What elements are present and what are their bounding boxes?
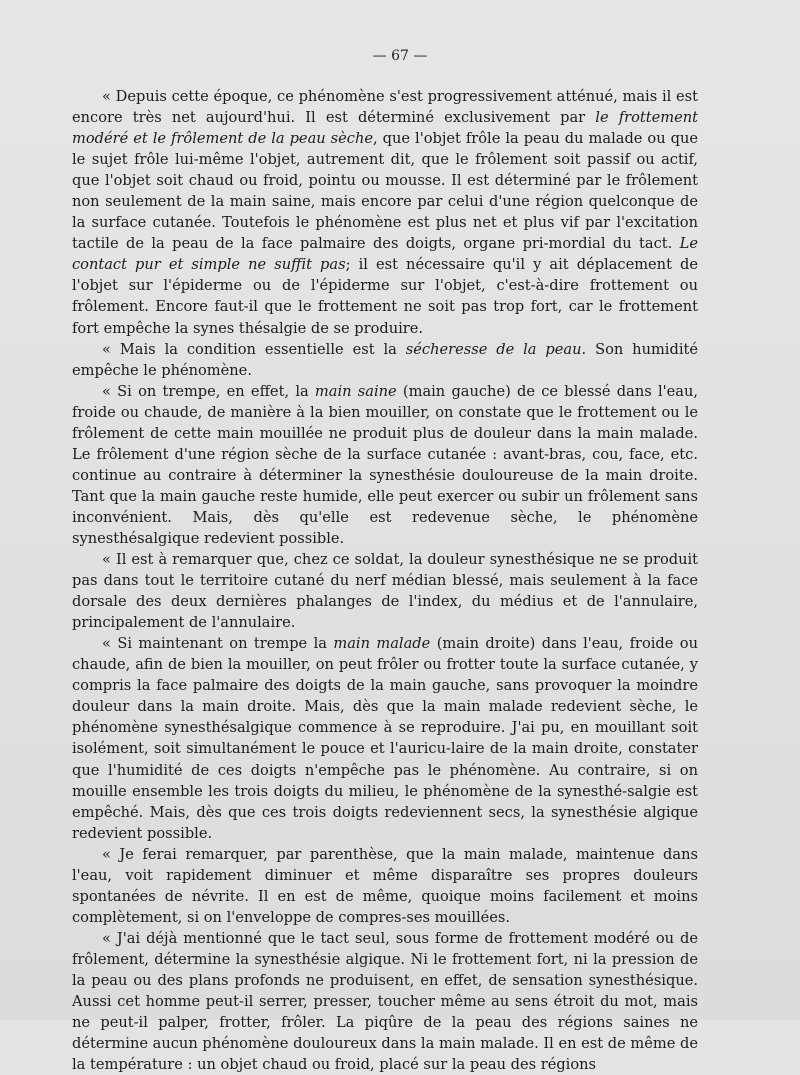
text-run: « Il est à remarquer que, chez ce soldat, la douleur synesthésique ne se produit pas dans tout le territoire cutané du nerf médian blessé, mais seulement à la face dorsale des deux dernières phalanges de l'index, du médius et de l'annulaire, principalement de l'annulaire. <box>72 551 698 632</box>
italic-text: sécheresse de la peau <box>405 340 582 358</box>
italic-text: le frottement modéré et le frôlement de la peau sèche <box>72 109 698 148</box>
italic-text: Le contact pur et simple ne suffit pas <box>72 235 698 274</box>
paragraph <box>72 549 698 633</box>
paragraph <box>72 339 698 381</box>
text-run: « J'ai déjà mentionné que le tact seul, sous forme de frottement modéré ou de frôlement, détermine la synesthésie algique. Ni le frottement fort, ni la pression de la peau ou des plans profonds ne produisent, en effet, de sensation synesthésique. Aussi cet homme peut-il serrer, presser, toucher même au sens étroit du mot, mais ne peut-il palper, frotter, frôler. La piqûre de la peau des régions saines ne détermine aucun phénomène douloureux dans la main malade. Il en est de même de la température : un objet chaud ou froid, placé sur la peau des régions <box>72 929 698 1074</box>
paragraph <box>72 86 698 339</box>
italic-text: main malade <box>333 635 431 653</box>
text-run: . Son humidité empêche le phénomène. <box>72 340 698 379</box>
body-text <box>72 86 698 1075</box>
text-run: « Je ferai remarquer, par parenthèse, que la main malade, maintenue dans l'eau, voit rapidement diminuer et même disparaître ses propres douleurs spontanées de névrite. Il en est de même, quoique moins facilement et moins complètement, si on l'enveloppe de compres-ses mouillées. <box>72 845 698 926</box>
italic-text: main saine <box>314 382 397 400</box>
page-number: — 67 — <box>372 48 428 64</box>
text-run: « Depuis cette époque, ce phénomène s'est progressivement atténué, mais il est encore très net aujourd'hui. Il est déterminé exclusivement par <box>72 88 698 127</box>
text-run: , que l'objet frôle la peau du malade ou que le sujet frôle lui-même l'objet, autrement dit, que le frôlement soit passif ou actif, que l'objet soit chaud ou froid, pointu ou mousse. Il est déterminé par le frôlement non seulement de la main saine, mais encore par celui d'une région quelconque de la surface cutanée. Toutefois le phénomène est plus net et plus vif par l'excitation tactile de la peau de la face palmaire des doigts, organe pri-mordial du tact. <box>72 130 698 253</box>
text-run: « Si maintenant on trempe la <box>102 635 334 653</box>
paragraph <box>72 633 698 843</box>
text-run: ; il est nécessaire qu'il y ait déplacement de l'objet sur l'épiderme ou de l'épiderme sur l'objet, c'est-à-dire frottement ou frôlement. Encore faut-il que le frottement ne soit pas trop fort, car le frottement fort empêche la synes thésalgie de se produire. <box>72 256 698 337</box>
text-run: « Si on trempe, en effet, la <box>102 382 315 400</box>
paragraph <box>72 381 698 549</box>
text-run: « Mais la condition essentielle est la <box>102 340 406 358</box>
text-run: (main gauche) de ce blessé dans l'eau, froide ou chaude, de manière à la bien mouiller, on constate que le frottement ou le frôlement de cette main mouillée ne produit plus de douleur dans la main malade. Le frôlement d'une région sèche de la surface cutanée : avant-bras, cou, face, etc. continue au contraire à déterminer la synesthésie douloureuse de la main droite. Tant que la main gauche reste humide, elle peut exercer ou subir un frôlement sans inconvénient. Mais, dès qu'elle est redevenue sèche, le phénomène synesthésalgique redevient possible. <box>72 382 699 547</box>
paragraph <box>72 928 698 1075</box>
text-run: (main droite) dans l'eau, froide ou chaude, afin de bien la mouiller, on peut frôler ou frotter toute la surface cutanée, y compris la face palmaire des doigts de la main gauche, sans provoquer la moindre douleur dans la main droite. Mais, dès que la main malade redevient sèche, le phénomène synesthésalgique commence à se reproduire. J'ai pu, en mouillant soit isolément, soit simultanément le pouce et l'auricu-laire de la main droite, constater que l'humidité de ces doigts n'empêche pas le phénomène. Au contraire, si on mouille ensemble les trois doigts du milieu, le phénomène de la synesthé-salgie est empêché. Mais, dès que ces trois doigts redeviennent secs, la synesthésie algique redevient possible. <box>72 635 698 842</box>
paragraph <box>72 844 698 928</box>
